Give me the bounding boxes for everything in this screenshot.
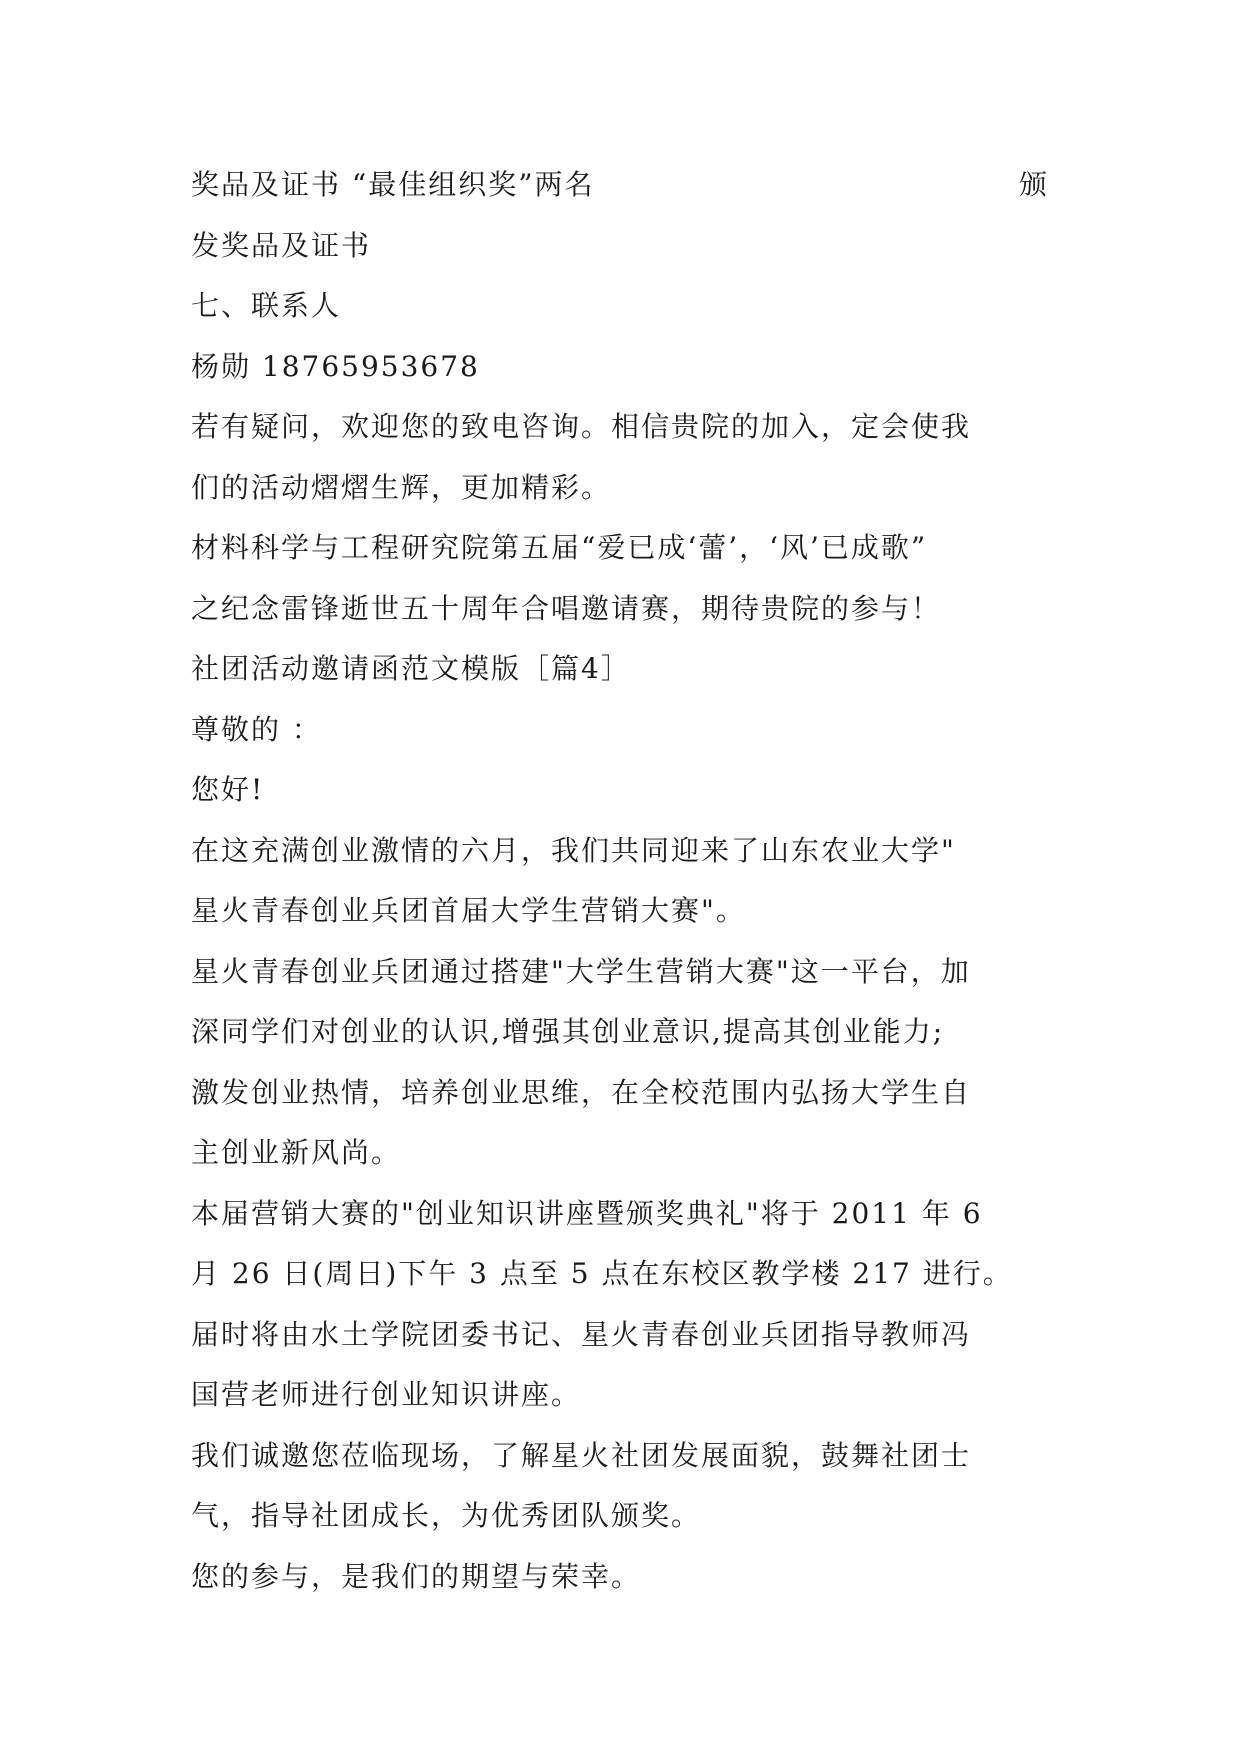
text-line: 之纪念雷锋逝世五十周年合唱邀请赛，期待贵院的参与！ bbox=[191, 591, 942, 625]
text-line: 在这充满创业激情的六月，我们共同迎来了山东农业大学" bbox=[191, 833, 956, 867]
text-line: 们的活动熠熠生辉，更加精彩。 bbox=[191, 470, 612, 504]
greeting: 您好! bbox=[191, 773, 265, 806]
text-line: 国营老师进行创业知识讲座。 bbox=[191, 1378, 582, 1411]
contact-line: 杨勋 18765953678 bbox=[191, 349, 480, 383]
section-heading: 七、联系人 bbox=[191, 289, 342, 322]
text-line: 发奖品及证书 bbox=[191, 228, 372, 262]
award-line-right: 颁 bbox=[1018, 168, 1049, 201]
award-line-left: 奖品及证书 “最佳组织奖”两名 bbox=[191, 168, 595, 201]
text-line: 激发创业热情，培养创业思维，在全校范围内弘扬大学生自 bbox=[191, 1075, 972, 1109]
salutation: 尊敬的 ： bbox=[191, 712, 322, 746]
text-line: 月 26 日(周日)下午 3 点至 5 点在东校区教学楼 217 进行。 bbox=[191, 1257, 1013, 1290]
text-line: 若有疑问，欢迎您的致电咨询。相信贵院的加入，定会使我 bbox=[191, 410, 972, 443]
text-line: 本届营销大赛的"创业知识讲座暨颁奖典礼"将于 2011 年 6 bbox=[191, 1196, 983, 1230]
text-line: 材料科学与工程研究院第五届“爱已成‘蕾’，‘风’已成歌” bbox=[191, 531, 928, 564]
text-line: 星火青春创业兵团通过搭建"大学生营销大赛"这一平台，加 bbox=[191, 954, 971, 988]
text-line: 主创业新风尚。 bbox=[191, 1136, 402, 1169]
text-line: 我们诚邀您莅临现场，了解星火社团发展面貌，鼓舞社团士 bbox=[191, 1438, 972, 1472]
award-line bbox=[191, 155, 1049, 216]
text-line: 气，指导社团成长，为优秀团队颁奖。 bbox=[191, 1499, 702, 1532]
text-line: 深同学们对创业的认识,增强其创业意识,提高其创业能力; bbox=[191, 1015, 945, 1048]
closing-line: 您的参与，是我们的期望与荣幸。 bbox=[191, 1559, 642, 1593]
text-line: 星火青春创业兵团首届大学生营销大赛"。 bbox=[191, 894, 746, 927]
article-title: 社团活动邀请函范文模版［篇4］ bbox=[191, 652, 631, 685]
text-line: 届时将由水土学院团委书记、星火青春创业兵团指导教师冯 bbox=[191, 1317, 972, 1351]
document-body bbox=[191, 155, 1049, 1607]
